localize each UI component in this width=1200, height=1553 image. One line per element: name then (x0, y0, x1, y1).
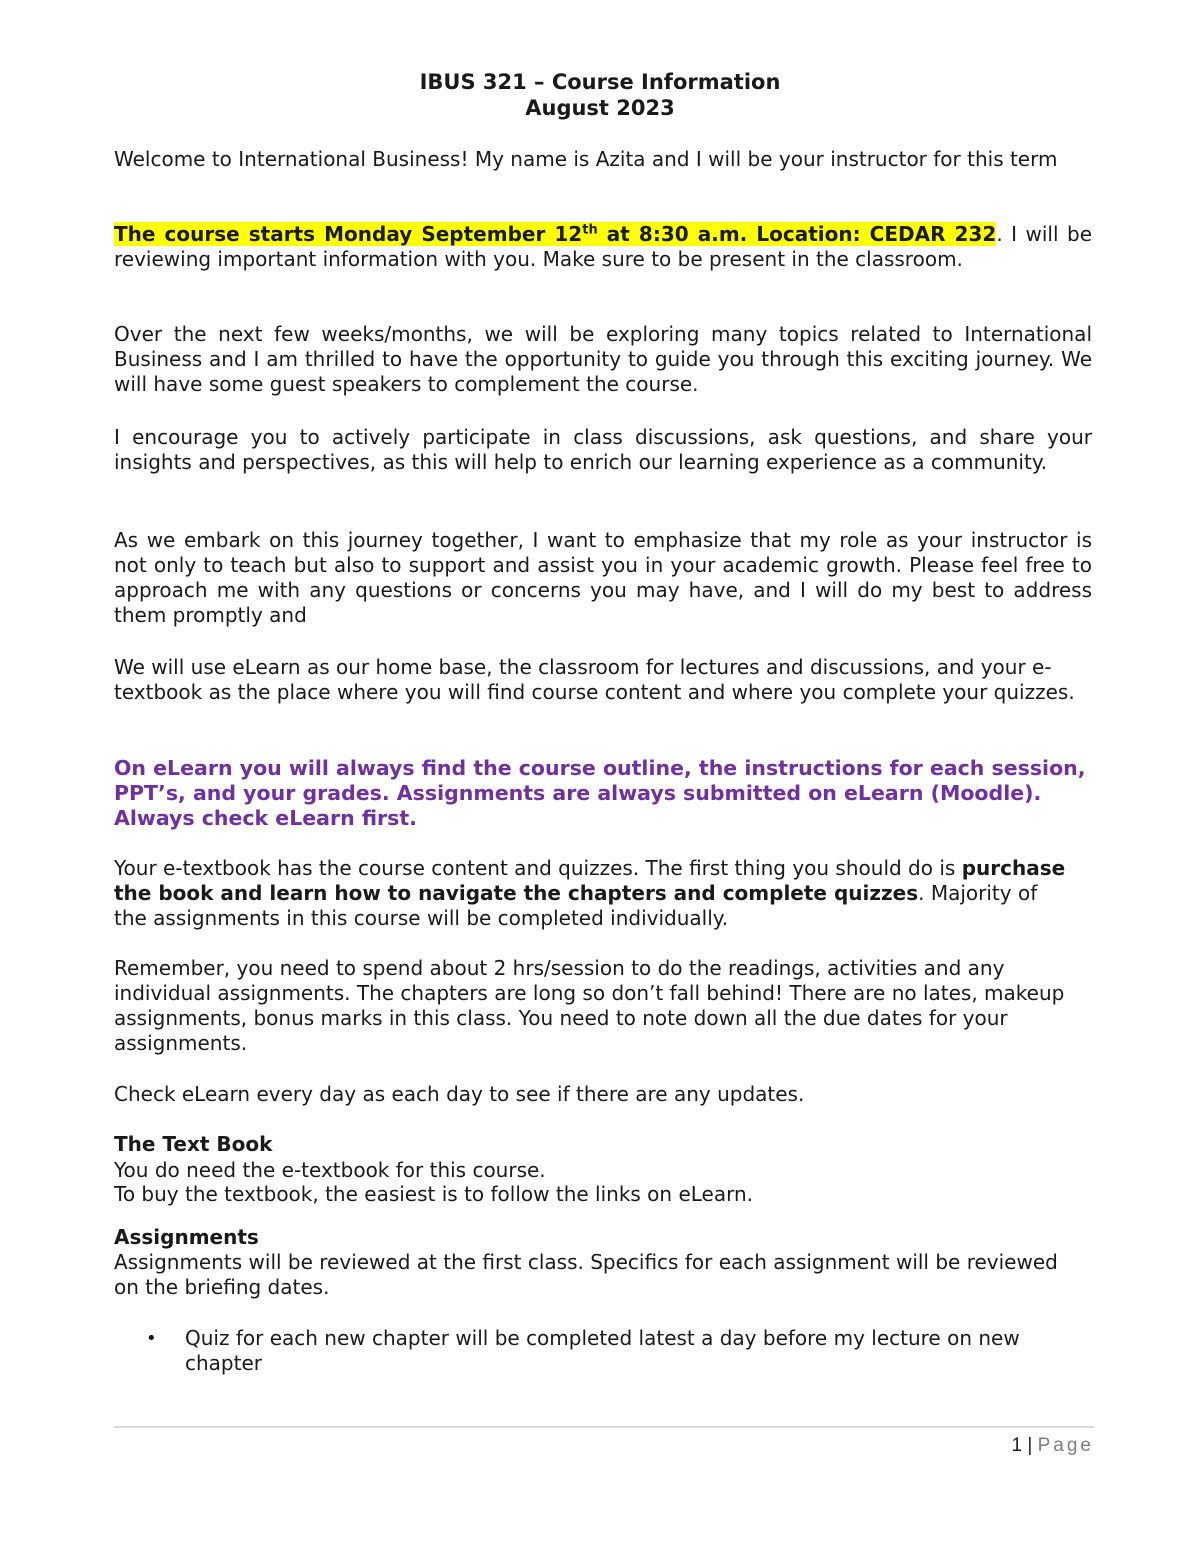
role-paragraph: As we embark on this journey together, I want to emphasize that my role as your instructor is not only to teach but also to support and assist you in your academic growth. Please feel free to approach me with any questions or concerns you may have, and I will do my best to address them promptly and (114, 528, 1092, 627)
page-number: 1 (1011, 1435, 1023, 1456)
document-date: August 2023 (525, 96, 675, 120)
textbook-emphasis: purchase the book and learn how to navigate the chapters and complete quizzes (114, 856, 1066, 905)
check-paragraph: Check eLearn every day as each day to see if there are any updates. (114, 1082, 805, 1106)
remember-paragraph: Remember, you need to spend about 2 hrs/session to do the readings, activities and any individual assignments. The chapters are long so don’t fall behind! There are no lates, makeup assignments, bonus marks in this class. You need to note down all the due dates for your assignments. (114, 956, 1065, 1055)
text-book-heading: The Text Book (114, 1132, 273, 1156)
text-book-line-2: To buy the textbook, the easiest is to follow the links on eLearn. (114, 1182, 754, 1206)
start-notice-paragraph (114, 222, 1092, 272)
assignments-heading: Assignments (114, 1225, 259, 1249)
bullet-icon: • (146, 1328, 157, 1349)
topics-paragraph: Over the next few weeks/months, we will be exploring many topics related to International Business and I am thrilled to have the opportunity to guide you through this exciting journey. We will have some guest speakers to complement the course. (114, 322, 1092, 396)
document-title: IBUS 321 – Course Information (419, 70, 781, 94)
page-footer (1012, 1433, 1094, 1458)
assignment-bullet-item: Quiz for each new chapter will be completed latest a day before my lecture on new chapter (185, 1326, 1020, 1375)
start-notice-highlight: The course starts Monday September 12th at 8:30 a.m. Location: CEDAR 232 (114, 222, 997, 246)
footer-divider (114, 1426, 1094, 1428)
assignments-body: Assignments will be reviewed at the first class. Specifics for each assignment will be reviewed on the briefing dates. (114, 1250, 1058, 1299)
elearn-note-paragraph: On eLearn you will always find the course outline, the instructions for each session, PPT’s, and your grades. Assignments are always submitted on eLearn (Moodle). Always check eLearn first. (114, 756, 1086, 830)
text-book-line-1: You do need the e-textbook for this course. (114, 1158, 546, 1182)
elearn-paragraph: We will use eLearn as our home base, the classroom for lectures and discussions, and your e-textbook as the place where you will find course content and where you complete your quizzes. (114, 655, 1075, 704)
participate-paragraph: I encourage you to actively participate in class discussions, ask questions, and share your insights and perspectives, as this will help to enrich our learning experience as a community. (114, 425, 1092, 474)
page-label: Page (1037, 1435, 1094, 1456)
welcome-paragraph: Welcome to International Business! My name is Azita and I will be your instructor for this term (114, 147, 1058, 171)
textbook-paragraph: Your e-textbook has the course content and quizzes. The first thing you should do is purchase the book and learn how to navigate the chapters and complete quizzes. Majority of the assignments in this course will be completed individually. (114, 856, 1066, 930)
footer-separator: | (1027, 1435, 1033, 1456)
start-notice-rest: . I will be reviewing important information with you. Make sure to be present in the classroom. (114, 222, 1093, 271)
